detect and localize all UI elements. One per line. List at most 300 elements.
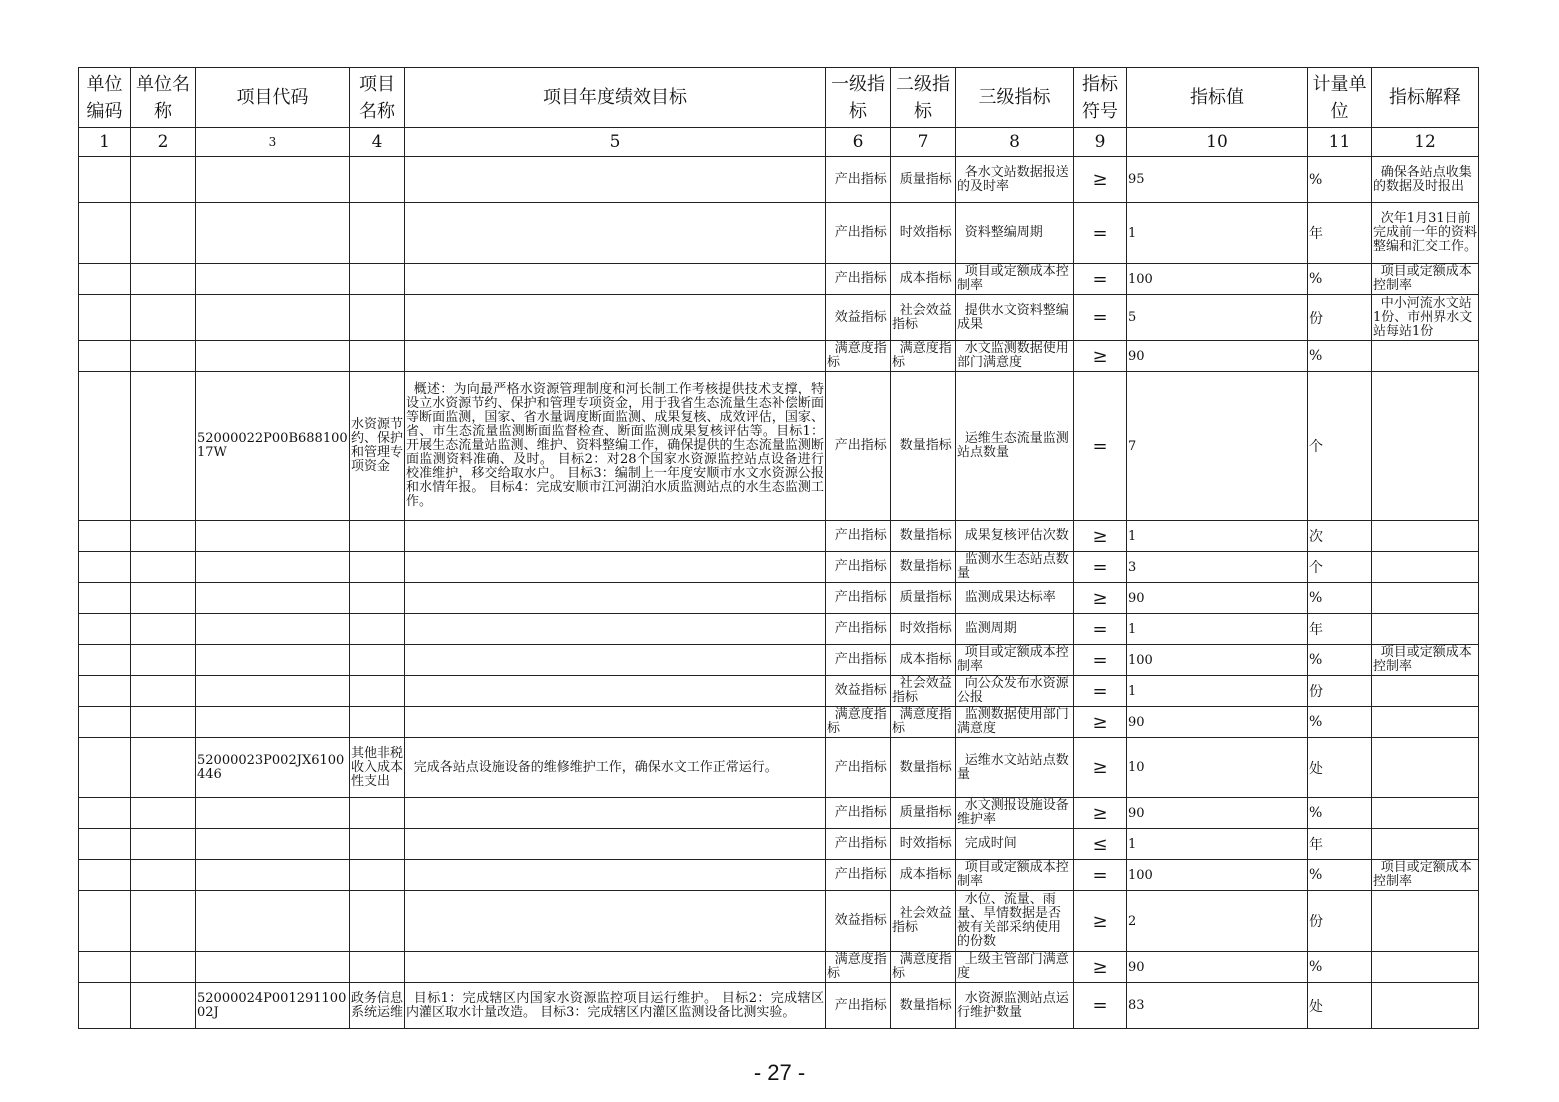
level2-indicator-cell-text: 成本指标 (899, 271, 952, 286)
level3-indicator-cell (956, 295, 1074, 341)
level2-indicator-cell (891, 952, 956, 983)
value-cell: 1 (1127, 614, 1308, 645)
project-code-cell (196, 295, 350, 341)
level3-indicator-cell-text: 各水文站数据报送的及时率 (957, 164, 1069, 194)
project-name-cell (350, 707, 405, 738)
symbol-cell: ≥ (1074, 341, 1127, 372)
table-row (79, 341, 1479, 372)
level2-indicator-cell-text: 时效指标 (899, 621, 952, 636)
level2-indicator-cell (891, 614, 956, 645)
level3-indicator-cell-text: 水位、流量、雨量、旱情数据是否被有关部采纳使用的份数 (957, 892, 1062, 949)
symbol-cell: ≥ (1074, 583, 1127, 614)
unit-cell: 个 (1308, 552, 1372, 583)
project-name-cell (350, 829, 405, 860)
level3-indicator-cell (956, 341, 1074, 372)
unit-cell: % (1308, 860, 1372, 891)
unit-cell: 个 (1308, 372, 1372, 521)
level1-indicator-cell (826, 983, 891, 1029)
explanation-cell (1372, 521, 1479, 552)
col-header-unit-name: 单位名称 (131, 68, 196, 128)
unit-code-cell (79, 952, 131, 983)
project-code-cell (196, 264, 350, 295)
page-number: - 27 - (753, 1060, 806, 1085)
level2-indicator-cell (891, 295, 956, 341)
level3-indicator-cell-text: 水文监测数据使用部门满意度 (957, 341, 1069, 370)
table-row (79, 157, 1479, 203)
annual-goal-cell (405, 798, 826, 829)
level3-indicator-cell (956, 552, 1074, 583)
level1-indicator-cell-text: 产出指标 (834, 590, 887, 605)
col-number: 11 (1308, 128, 1372, 157)
table-row (79, 738, 1479, 798)
unit-name-cell (131, 583, 196, 614)
level1-indicator-cell (826, 829, 891, 860)
unit-name-cell (131, 829, 196, 860)
explanation-cell (1372, 798, 1479, 829)
explanation-cell (1372, 552, 1479, 583)
unit-code-cell (79, 645, 131, 676)
symbol-cell: = (1074, 676, 1127, 707)
unit-cell: 处 (1308, 983, 1372, 1029)
level2-indicator-cell-text: 质量指标 (899, 805, 952, 820)
level1-indicator-cell-text: 效益指标 (834, 913, 887, 928)
table-row (79, 645, 1479, 676)
unit-cell: 份 (1308, 295, 1372, 341)
unit-code-cell (79, 583, 131, 614)
level1-indicator-cell-text: 产出指标 (834, 805, 887, 820)
col-number: 8 (956, 128, 1074, 157)
symbol-cell: ≥ (1074, 157, 1127, 203)
explanation-cell (1372, 295, 1479, 341)
level3-indicator-cell-text: 提供水文资料整编成果 (957, 302, 1069, 332)
annual-goal-cell (405, 203, 826, 264)
annual-goal-cell (405, 614, 826, 645)
project-code-cell (196, 203, 350, 264)
level1-indicator-cell-text: 满意度指标 (827, 707, 887, 736)
value-cell: 90 (1127, 707, 1308, 738)
level1-indicator-cell-text: 满意度指标 (827, 341, 887, 370)
level1-indicator-cell-text: 产出指标 (834, 271, 887, 286)
annual-goal-cell (405, 521, 826, 552)
level2-indicator-cell-text: 成本指标 (899, 652, 952, 667)
level2-indicator-cell (891, 521, 956, 552)
unit-name-cell (131, 157, 196, 203)
level1-indicator-cell (826, 707, 891, 738)
symbol-cell: = (1074, 860, 1127, 891)
level1-indicator-cell (826, 372, 891, 521)
unit-cell: 年 (1308, 614, 1372, 645)
table-row (79, 203, 1479, 264)
col-header-annual-goal: 项目年度绩效目标 (405, 68, 826, 128)
project-name-cell (350, 264, 405, 295)
level1-indicator-cell (826, 521, 891, 552)
value-cell: 90 (1127, 341, 1308, 372)
level2-indicator-cell (891, 676, 956, 707)
value-cell: 95 (1127, 157, 1308, 203)
unit-name-cell (131, 676, 196, 707)
level1-indicator-cell-text: 效益指标 (834, 683, 887, 698)
level3-indicator-cell (956, 614, 1074, 645)
col-number: 2 (131, 128, 196, 157)
level1-indicator-cell-text: 产出指标 (834, 559, 887, 574)
unit-cell: % (1308, 264, 1372, 295)
unit-cell: % (1308, 341, 1372, 372)
unit-code-cell (79, 521, 131, 552)
level3-indicator-cell (956, 829, 1074, 860)
level2-indicator-cell-text: 质量指标 (899, 590, 952, 605)
project-name-cell (350, 676, 405, 707)
project-name-cell (350, 645, 405, 676)
explanation-cell (1372, 372, 1479, 521)
annual-goal-cell (405, 372, 826, 521)
level2-indicator-cell-text: 数量指标 (899, 997, 952, 1013)
col-header-project-code: 项目代码 (196, 68, 350, 128)
col-number: 9 (1074, 128, 1127, 157)
level3-indicator-cell (956, 157, 1074, 203)
project-code-cell (196, 341, 350, 372)
unit-code-cell (79, 829, 131, 860)
value-cell: 10 (1127, 738, 1308, 798)
table-body (79, 157, 1479, 1029)
value-cell: 100 (1127, 860, 1308, 891)
level2-indicator-cell-text: 质量指标 (899, 171, 952, 187)
explanation-cell (1372, 203, 1479, 264)
project-code-cell (196, 645, 350, 676)
unit-code-cell (79, 295, 131, 341)
unit-cell: % (1308, 798, 1372, 829)
explanation-cell (1372, 157, 1479, 203)
level3-indicator-cell-text: 水文测报设施设备维护率 (957, 798, 1069, 827)
symbol-cell: = (1074, 372, 1127, 521)
project-name-cell (350, 295, 405, 341)
annual-goal-cell-text: 完成各站点设施设备的维修维护工作，确保水文工作正常运行。 (413, 759, 778, 775)
project-code-cell (196, 952, 350, 983)
level2-indicator-cell (891, 798, 956, 829)
level3-indicator-cell-text: 上级主管部门满意度 (957, 952, 1069, 981)
explanation-cell (1372, 707, 1479, 738)
table-row (79, 707, 1479, 738)
level1-indicator-cell (826, 341, 891, 372)
unit-code-cell (79, 552, 131, 583)
project-code-cell (196, 614, 350, 645)
annual-goal-cell-text: 目标1：完成辖区内国家水资源监控项目运行维护。 目标2：完成辖区内灌区取水计量改造。 目标3：完成辖区内灌区监测设备比测实验。 (406, 990, 824, 1020)
table-row (79, 676, 1479, 707)
unit-name-cell (131, 891, 196, 952)
unit-name-cell (131, 341, 196, 372)
project-name-cell (350, 521, 405, 552)
explanation-cell (1372, 738, 1479, 798)
value-cell: 100 (1127, 264, 1308, 295)
table-row (79, 521, 1479, 552)
symbol-cell: ≤ (1074, 829, 1127, 860)
project-code-cell (196, 676, 350, 707)
level2-indicator-cell-text: 社会效益指标 (892, 676, 952, 705)
explanation-cell (1372, 341, 1479, 372)
project-code-cell: 52000024P00129110002J (196, 983, 350, 1029)
unit-cell: % (1308, 583, 1372, 614)
unit-name-cell (131, 798, 196, 829)
unit-cell: 年 (1308, 829, 1372, 860)
project-code-cell: 52000023P002JX6100446 (196, 738, 350, 798)
level2-indicator-cell-text: 数量指标 (899, 759, 952, 775)
unit-code-cell (79, 203, 131, 264)
table-row (79, 829, 1479, 860)
level1-indicator-cell (826, 157, 891, 203)
level3-indicator-cell (956, 264, 1074, 295)
level1-indicator-cell (826, 860, 891, 891)
level3-indicator-cell (956, 676, 1074, 707)
project-name-cell (350, 798, 405, 829)
level2-indicator-cell (891, 738, 956, 798)
project-name-cell (350, 203, 405, 264)
level3-indicator-cell (956, 203, 1074, 264)
level3-indicator-cell (956, 583, 1074, 614)
unit-name-cell (131, 952, 196, 983)
project-name-cell: 政务信息系统运维 (350, 983, 405, 1029)
level3-indicator-cell-text: 完成时间 (964, 836, 1017, 851)
value-cell: 3 (1127, 552, 1308, 583)
value-cell: 90 (1127, 798, 1308, 829)
explanation-cell (1372, 860, 1479, 891)
explanation-cell (1372, 952, 1479, 983)
symbol-cell: = (1074, 203, 1127, 264)
project-code-cell (196, 891, 350, 952)
annual-goal-cell (405, 552, 826, 583)
col-header-level2-indicator: 二级指标 (891, 68, 956, 128)
level2-indicator-cell (891, 860, 956, 891)
level3-indicator-cell (956, 645, 1074, 676)
col-number: 3 (196, 128, 350, 157)
level1-indicator-cell-text: 产出指标 (834, 759, 887, 775)
col-number: 5 (405, 128, 826, 157)
symbol-cell: = (1074, 552, 1127, 583)
explanation-cell-text: 项目或定额成本控制率 (1373, 860, 1472, 889)
explanation-cell-text: 次年1月31日前完成前一年的资料整编和汇交工作。 (1373, 211, 1478, 254)
unit-cell: 份 (1308, 891, 1372, 952)
level1-indicator-cell-text: 产出指标 (834, 652, 887, 667)
annual-goal-cell (405, 891, 826, 952)
annual-goal-cell (405, 860, 826, 891)
level3-indicator-cell-text: 项目或定额成本控制率 (957, 645, 1069, 674)
level1-indicator-cell-text: 产出指标 (834, 836, 887, 851)
annual-goal-cell (405, 829, 826, 860)
col-header-symbol: 指标符号 (1074, 68, 1127, 128)
symbol-cell: = (1074, 295, 1127, 341)
annual-goal-cell (405, 157, 826, 203)
level1-indicator-cell (826, 676, 891, 707)
level3-indicator-cell-text: 监测数据使用部门满意度 (957, 707, 1069, 736)
symbol-cell: ≥ (1074, 738, 1127, 798)
column-number-row (79, 128, 1479, 157)
value-cell: 1 (1127, 676, 1308, 707)
level2-indicator-cell-text: 成本指标 (899, 867, 952, 882)
unit-name-cell (131, 295, 196, 341)
unit-name-cell (131, 860, 196, 891)
level1-indicator-cell-text: 满意度指标 (827, 952, 887, 981)
col-number: 7 (891, 128, 956, 157)
symbol-cell: ≥ (1074, 952, 1127, 983)
level1-indicator-cell (826, 583, 891, 614)
unit-code-cell (79, 614, 131, 645)
table-row (79, 552, 1479, 583)
level3-indicator-cell-text: 监测成果达标率 (964, 590, 1056, 605)
col-header-level1-indicator: 一级指标 (826, 68, 891, 128)
col-number: 4 (350, 128, 405, 157)
table-row (79, 952, 1479, 983)
level2-indicator-cell-text: 满意度指标 (892, 341, 952, 370)
level2-indicator-cell (891, 157, 956, 203)
unit-name-cell (131, 645, 196, 676)
value-cell: 83 (1127, 983, 1308, 1029)
level1-indicator-cell (826, 264, 891, 295)
level2-indicator-cell (891, 983, 956, 1029)
level2-indicator-cell (891, 203, 956, 264)
level3-indicator-cell-text: 项目或定额成本控制率 (957, 264, 1069, 293)
annual-goal-cell (405, 707, 826, 738)
annual-goal-cell (405, 264, 826, 295)
explanation-cell (1372, 614, 1479, 645)
level3-indicator-cell-text: 监测周期 (964, 621, 1017, 636)
value-cell: 2 (1127, 891, 1308, 952)
project-name-cell (350, 552, 405, 583)
level1-indicator-cell-text: 产出指标 (834, 867, 887, 882)
value-cell: 90 (1127, 583, 1308, 614)
project-code-cell (196, 157, 350, 203)
col-number: 12 (1372, 128, 1479, 157)
explanation-cell-text: 项目或定额成本控制率 (1373, 645, 1472, 674)
explanation-cell-text: 确保各站点收集的数据及时报出 (1373, 164, 1472, 194)
level3-indicator-cell-text: 资料整编周期 (964, 225, 1043, 240)
level2-indicator-cell (891, 707, 956, 738)
unit-code-cell (79, 860, 131, 891)
unit-name-cell (131, 264, 196, 295)
performance-table (78, 67, 1479, 1029)
project-name-cell (350, 157, 405, 203)
explanation-cell (1372, 891, 1479, 952)
unit-name-cell (131, 738, 196, 798)
unit-code-cell (79, 738, 131, 798)
level2-indicator-cell-text: 数量指标 (899, 528, 952, 543)
project-name-cell (350, 583, 405, 614)
explanation-cell-text: 项目或定额成本控制率 (1373, 264, 1472, 293)
level1-indicator-cell (826, 952, 891, 983)
project-name-cell (350, 860, 405, 891)
unit-name-cell (131, 203, 196, 264)
unit-code-cell (79, 157, 131, 203)
level3-indicator-cell-text: 项目或定额成本控制率 (957, 860, 1069, 889)
col-header-value: 指标值 (1127, 68, 1308, 128)
value-cell: 7 (1127, 372, 1308, 521)
col-header-project-name: 项目名称 (350, 68, 405, 128)
table-row (79, 264, 1479, 295)
project-name-cell (350, 341, 405, 372)
project-name-cell: 水资源节约、保护和管理专项资金 (350, 372, 405, 521)
explanation-cell-text: 中小河流水文站1份、市州界水文站每站1份 (1373, 295, 1473, 339)
level3-indicator-cell (956, 983, 1074, 1029)
unit-name-cell (131, 707, 196, 738)
level2-indicator-cell-text: 满意度指标 (892, 952, 952, 981)
value-cell: 1 (1127, 829, 1308, 860)
annual-goal-cell (405, 738, 826, 798)
col-number: 10 (1127, 128, 1308, 157)
unit-code-cell (79, 676, 131, 707)
explanation-cell (1372, 983, 1479, 1029)
annual-goal-cell (405, 952, 826, 983)
explanation-cell (1372, 583, 1479, 614)
unit-code-cell (79, 264, 131, 295)
value-cell: 90 (1127, 952, 1308, 983)
project-name-cell (350, 891, 405, 952)
annual-goal-cell (405, 645, 826, 676)
symbol-cell: ≥ (1074, 798, 1127, 829)
symbol-cell: ≥ (1074, 891, 1127, 952)
table-row (79, 983, 1479, 1029)
level2-indicator-cell (891, 891, 956, 952)
annual-goal-cell (405, 341, 826, 372)
unit-code-cell (79, 983, 131, 1029)
annual-goal-cell (405, 676, 826, 707)
level1-indicator-cell (826, 614, 891, 645)
symbol-cell: = (1074, 614, 1127, 645)
value-cell: 100 (1127, 645, 1308, 676)
level2-indicator-cell (891, 583, 956, 614)
col-header-unit-code: 单位编码 (79, 68, 131, 128)
value-cell: 1 (1127, 521, 1308, 552)
symbol-cell: = (1074, 983, 1127, 1029)
level3-indicator-cell (956, 952, 1074, 983)
level3-indicator-cell (956, 738, 1074, 798)
unit-code-cell (79, 798, 131, 829)
unit-name-cell (131, 372, 196, 521)
level3-indicator-cell (956, 891, 1074, 952)
unit-name-cell (131, 552, 196, 583)
project-name-cell (350, 614, 405, 645)
explanation-cell (1372, 829, 1479, 860)
level3-indicator-cell (956, 798, 1074, 829)
table-row (79, 295, 1479, 341)
symbol-cell: = (1074, 645, 1127, 676)
level3-indicator-cell (956, 707, 1074, 738)
level2-indicator-cell (891, 552, 956, 583)
level1-indicator-cell-text: 产出指标 (834, 997, 887, 1013)
level1-indicator-cell-text: 效益指标 (834, 309, 887, 325)
unit-cell: 年 (1308, 203, 1372, 264)
level2-indicator-cell (891, 645, 956, 676)
level1-indicator-cell (826, 798, 891, 829)
col-header-unit: 计量单位 (1308, 68, 1372, 128)
project-code-cell (196, 583, 350, 614)
symbol-cell: ≥ (1074, 521, 1127, 552)
unit-cell: % (1308, 645, 1372, 676)
col-number: 1 (79, 128, 131, 157)
level2-indicator-cell-text: 数量指标 (899, 559, 952, 574)
unit-cell: % (1308, 157, 1372, 203)
level3-indicator-cell (956, 860, 1074, 891)
level2-indicator-cell (891, 372, 956, 521)
table-row (79, 891, 1479, 952)
table-row (79, 614, 1479, 645)
project-code-cell (196, 798, 350, 829)
level2-indicator-cell-text: 满意度指标 (892, 707, 952, 736)
col-header-explanation: 指标解释 (1372, 68, 1479, 128)
level2-indicator-cell-text: 时效指标 (899, 836, 952, 851)
annual-goal-cell-text: 概述：为向最严格水资源管理制度和河长制工作考核提供技术支撑，特设立水资源节约、保护和管理专项资金，用于我省生态流量生态补偿断面等断面监测，国家、省水量调度断面监测、成果复核、成效评估，国家、省、市生态流量监测断面监督检查、断面监测成果复核评估等。目标1：开展生态流量站监测、维护、资料整编工作，确保提供的生态流量监测断面监测资料准确、及时。 目标2：对28个国家水资源监控站点设备进行校准维护，移交给取水户。 目标3：编制上一年度安顺市水文水资源公报和水情年报。 目标4：完成安顺市江河湖泊水质监测站点的水生态监测工作。 (406, 382, 824, 509)
header-row (79, 68, 1479, 128)
level2-indicator-cell (891, 264, 956, 295)
level2-indicator-cell-text: 数量指标 (899, 438, 952, 453)
level3-indicator-cell-text: 运维生态流量监测站点数量 (957, 431, 1069, 460)
project-name-cell (350, 952, 405, 983)
